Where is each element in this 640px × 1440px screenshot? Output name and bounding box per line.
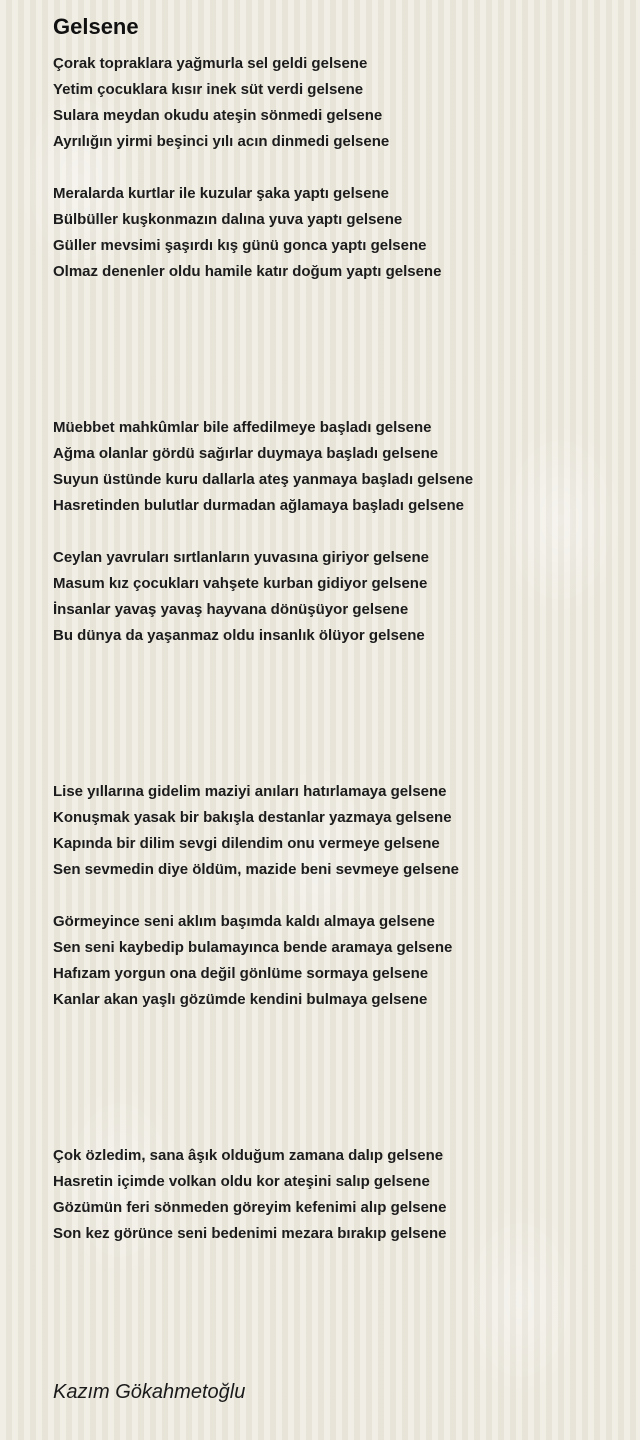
poem-line: Hafızam yorgun ona değil gönlüme sormaya gelsene <box>53 965 429 982</box>
poem-line: Yetim çocuklara kısır inek süt verdi gelsene <box>53 81 364 98</box>
section-spacer <box>53 1013 613 1143</box>
poem-line: Suyun üstünde kuru dallarla ateş yanmaya başladı gelsene <box>53 471 474 488</box>
poem-line: Güller mevsimi şaşırdı kış günü gonca yaptı gelsene <box>53 237 427 254</box>
poem-line: Ağma olanlar gördü sağırlar duymaya başladı gelsene <box>53 445 439 462</box>
stanza-2 <box>53 181 613 285</box>
section-spacer <box>53 649 613 779</box>
stanza-6 <box>53 909 613 1013</box>
poem-line: Hasretinden bulutlar durmadan ağlamaya başladı gelsene <box>53 497 464 514</box>
poem-line: Olmaz denenler oldu hamile katır doğum yaptı gelsene <box>53 263 442 280</box>
poem-line: Konuşmak yasak bir bakışla destanlar yazmaya gelsene <box>53 809 452 826</box>
poem-line: Son kez görünce seni bedenimi mezara bırakıp gelsene <box>53 1225 447 1242</box>
poem-line: Kanlar akan yaşlı gözümde kendini bulmaya gelsene <box>53 991 428 1008</box>
poem-line: Ceylan yavruları sırtlanların yuvasına giriyor gelsene <box>53 549 430 566</box>
poem-line: İnsanlar yavaş yavaş hayvana dönüşüyor gelsene <box>53 601 409 618</box>
poem-line: Çok özledim, sana âşık olduğum zamana dalıp gelsene <box>53 1147 444 1164</box>
poem-line: Kapında bir dilim sevgi dilendim onu vermeye gelsene <box>53 835 440 852</box>
stanza-1 <box>53 51 613 155</box>
poem-line: Müebbet mahkûmlar bile affedilmeye başladı gelsene <box>53 419 432 436</box>
poem <box>53 12 613 1247</box>
poem-line: Gözümün feri sönmeden göreyim kefenimi alıp gelsene <box>53 1199 447 1216</box>
poem-line: Çorak topraklara yağmurla sel geldi gelsene <box>53 55 368 72</box>
poem-line: Sen seni kaybedip bulamayınca bende aramaya gelsene <box>53 939 453 956</box>
stanza-spacer <box>53 883 613 909</box>
poem-line: Lise yıllarına gidelim maziyi anıları hatırlamaya gelsene <box>53 783 447 800</box>
poem-line: Ayrılığın yirmi beşinci yılı acın dinmedi gelsene <box>53 133 390 150</box>
poem-line: Bu dünya da yaşanmaz oldu insanlık ölüyor gelsene <box>53 627 425 644</box>
stanza-3 <box>53 415 613 519</box>
stanza-5 <box>53 779 613 883</box>
poem-line: Meralarda kurtlar ile kuzular şaka yaptı gelsene <box>53 185 389 202</box>
stanza-7 <box>53 1143 613 1247</box>
poem-line: Hasretin içimde volkan oldu kor ateşini salıp gelsene <box>53 1173 430 1190</box>
poem-line: Masum kız çocukları vahşete kurban gidiyor gelsene <box>53 575 428 592</box>
poem-line: Sen sevmedin diye öldüm, mazide beni sevmeye gelsene <box>53 861 459 878</box>
stanza-spacer <box>53 519 613 545</box>
poem-author: Kazım Gökahmetoğlu <box>53 1381 246 1403</box>
stanza-spacer <box>53 155 613 181</box>
poem-line: Sulara meydan okudu ateşin sönmedi gelsene <box>53 107 383 124</box>
poem-line: Görmeyince seni aklım başımda kaldı almaya gelsene <box>53 913 435 930</box>
poem-title: Gelsene <box>53 14 139 39</box>
section-spacer <box>53 285 613 415</box>
poem-line: Bülbüller kuşkonmazın dalına yuva yaptı gelsene <box>53 211 403 228</box>
stanza-4 <box>53 545 613 649</box>
